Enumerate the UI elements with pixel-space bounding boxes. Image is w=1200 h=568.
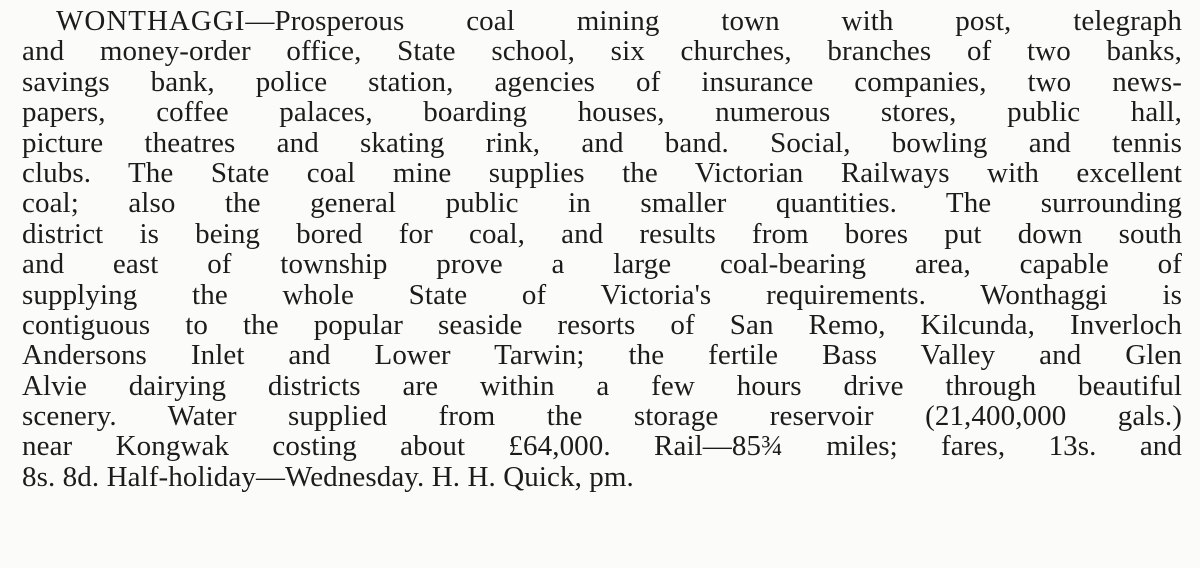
entry-line: coal; also the general public in smaller quantities. The surrounding [22, 187, 1182, 220]
entry-line: Alvie dairying districts are within a few hours drive through beautiful [22, 369, 1182, 402]
entry-line: Andersons Inlet and Lower Tarwin; the fertile Bass Valley and Glen [22, 339, 1182, 372]
entry-line: savings bank, police station, agencies of insurance companies, two news- [22, 65, 1182, 98]
entry-line: district is being bored for coal, and results from bores put down south [22, 217, 1182, 250]
entry-line: picture theatres and skating rink, and band. Social, bowling and tennis [22, 126, 1182, 159]
town-name-heading: WONTHAGGI [56, 5, 246, 37]
entry-line: scenery. Water supplied from the storage reservoir (21,400,000 gals.) [22, 400, 1182, 433]
entry-line: and east of township prove a large coal-bearing area, capable of [22, 248, 1182, 281]
entry-line: near Kongwak costing about £64,000. Rail—85¾ miles; fares, 13s. and [22, 430, 1182, 463]
entry-line: papers, coffee palaces, boarding houses, numerous stores, public hall, [22, 96, 1182, 129]
town-entry [22, 6, 1182, 492]
entry-line [22, 6, 1182, 36]
entry-line: supplying the whole State of Victoria's requirements. Wonthaggi is [22, 278, 1182, 311]
entry-line: contiguous to the popular seaside resorts of San Remo, Kilcunda, Inverloch [22, 308, 1182, 341]
entry-line-text: —Prosperous coal mining town with post, telegraph [245, 5, 1182, 37]
entry-line: and money-order office, State school, six churches, branches of two banks, [22, 35, 1182, 68]
entry-line: clubs. The State coal mine supplies the Victorian Railways with excellent [22, 156, 1182, 189]
entry-line: 8s. 8d. Half-holiday—Wednesday. H. H. Quick, pm. [22, 460, 634, 493]
